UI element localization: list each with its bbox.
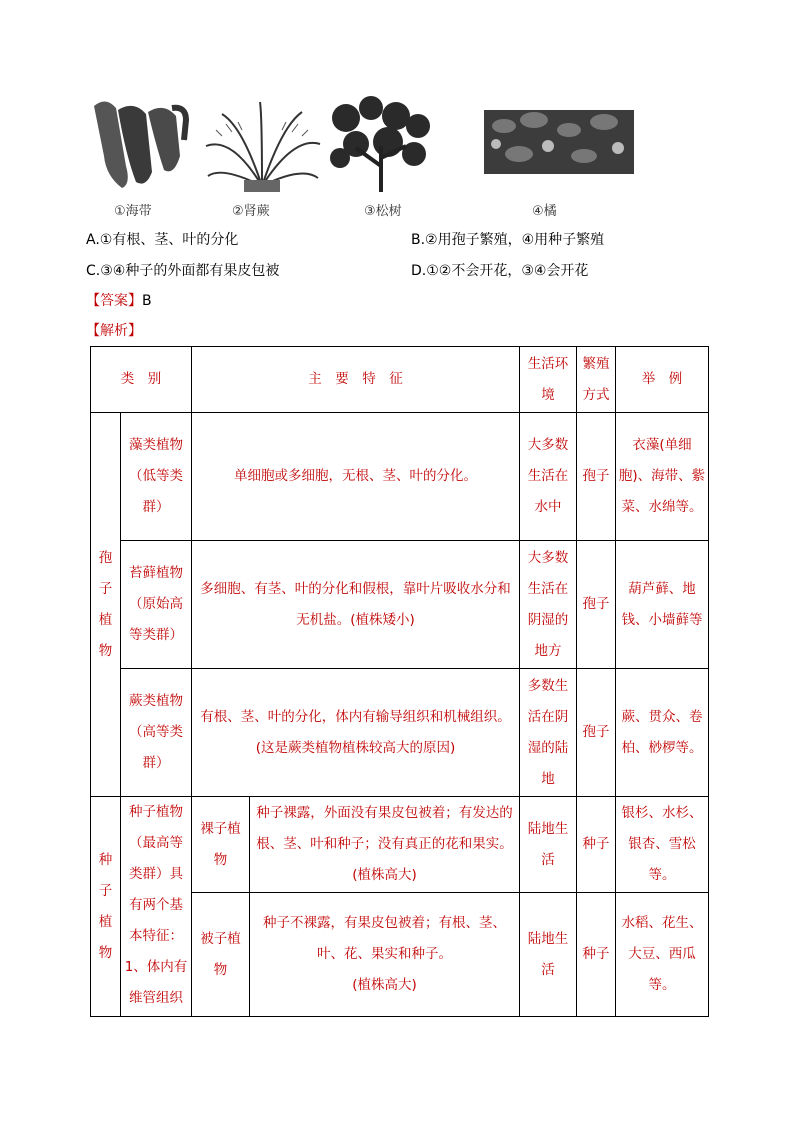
- table-row: [91, 413, 709, 541]
- moss-name: 苔藓植物（原始高等类群）: [121, 541, 192, 669]
- figure-caption: ②肾蕨: [232, 204, 270, 219]
- fern-features: 有根、茎、叶的分化，体内有输导组织和机械组织。(这是蕨类植物植株较高大的原因): [192, 669, 520, 797]
- plant-figures: [86, 96, 646, 221]
- option-c: C.③④种子的外面都有果皮包被: [86, 263, 280, 279]
- moss-reproduction: 孢子: [577, 541, 616, 669]
- fern-habitat: 多数生活在阴湿的陆地: [520, 669, 577, 797]
- figure-caption: ④橘: [532, 204, 557, 219]
- algae-name: 藻类植物（低等类群）: [121, 413, 192, 541]
- angio-features: [250, 893, 520, 1017]
- moss-habitat: 大多数生活在阴湿的地方: [520, 541, 577, 669]
- header-reproduction: 繁殖方式: [577, 347, 616, 413]
- answer-label: 【答案】: [86, 293, 142, 309]
- table-header-row: [91, 347, 709, 413]
- kelp-figure: [86, 96, 191, 219]
- moss-examples: 葫芦藓、地钱、小墙藓等: [616, 541, 709, 669]
- answer-line: [86, 290, 152, 310]
- angio-features-note: (植株高大): [352, 977, 417, 993]
- answer-value: B: [142, 293, 152, 309]
- plant-classification-table: [90, 346, 709, 1017]
- table-row: [91, 669, 709, 797]
- algae-reproduction: 孢子: [577, 413, 616, 541]
- figure-caption: ③松树: [364, 204, 402, 219]
- spore-group-label: 孢子植物: [91, 413, 121, 797]
- algae-features: 单细胞或多细胞，无根、茎、叶的分化。: [192, 413, 520, 541]
- pine-icon: [326, 96, 436, 194]
- gymno-features-note: (植株高大): [352, 867, 417, 883]
- gymno-features: [250, 797, 520, 893]
- fern-examples: 蕨、贯众、卷柏、桫椤等。: [616, 669, 709, 797]
- algae-examples: 衣藻(单细胞)、海带、紫菜、水绵等。: [616, 413, 709, 541]
- option-d: D.①②不会开花，③④会开花: [411, 263, 589, 279]
- gymno-reproduction: 种子: [577, 797, 616, 893]
- moss-features: 多细胞、有茎、叶的分化和假根，靠叶片吸收水分和无机盐。(植株矮小): [192, 541, 520, 669]
- seed-group-label: 种子植物: [91, 797, 121, 1017]
- angio-features-text: 种子不裸露，有果皮包被着；有根、茎、叶、花、果实和种子。: [263, 915, 506, 962]
- gymno-habitat: 陆地生活: [520, 797, 577, 893]
- table-row: [91, 541, 709, 669]
- angio-reproduction: 种子: [577, 893, 616, 1017]
- analysis-label: 【解析】: [86, 323, 142, 339]
- gymno-examples: 银杉、水杉、银杏、雪松等。: [616, 797, 709, 893]
- angio-name: 被子植物: [192, 893, 250, 1017]
- gymno-features-text: 种子裸露，外面没有果皮包被着；有发达的根、茎、叶和种子；没有真正的花和果实。: [256, 805, 513, 852]
- kelp-icon: [86, 96, 191, 194]
- angio-examples: 水稻、花生、大豆、西瓜等。: [616, 893, 709, 1017]
- algae-habitat: 大多数生活在水中: [520, 413, 577, 541]
- tangerine-icon: [484, 96, 634, 176]
- header-features: 主 要 特 征: [192, 347, 520, 413]
- fern-figure: [202, 96, 322, 219]
- header-habitat: 生活环境: [520, 347, 577, 413]
- option-b: B.②用孢子繁殖，④用种子繁殖: [411, 232, 605, 248]
- option-a: A.①有根、茎、叶的分化: [86, 232, 239, 248]
- seed-description: 种子植物（最高等类群）具有两个基本特征：1、体内有维管组织: [121, 797, 192, 1017]
- tangerine-figure: [484, 96, 634, 219]
- table-row: [91, 797, 709, 893]
- fern-icon: [202, 96, 322, 194]
- gymno-name: 裸子植物: [192, 797, 250, 893]
- figure-caption: ①海带: [114, 204, 152, 219]
- header-examples: 举 例: [616, 347, 709, 413]
- angio-habitat: 陆地生活: [520, 893, 577, 1017]
- fern-name: 蕨类植物（高等类群）: [121, 669, 192, 797]
- fern-reproduction: 孢子: [577, 669, 616, 797]
- header-category: 类 别: [91, 347, 192, 413]
- pine-figure: [326, 96, 436, 219]
